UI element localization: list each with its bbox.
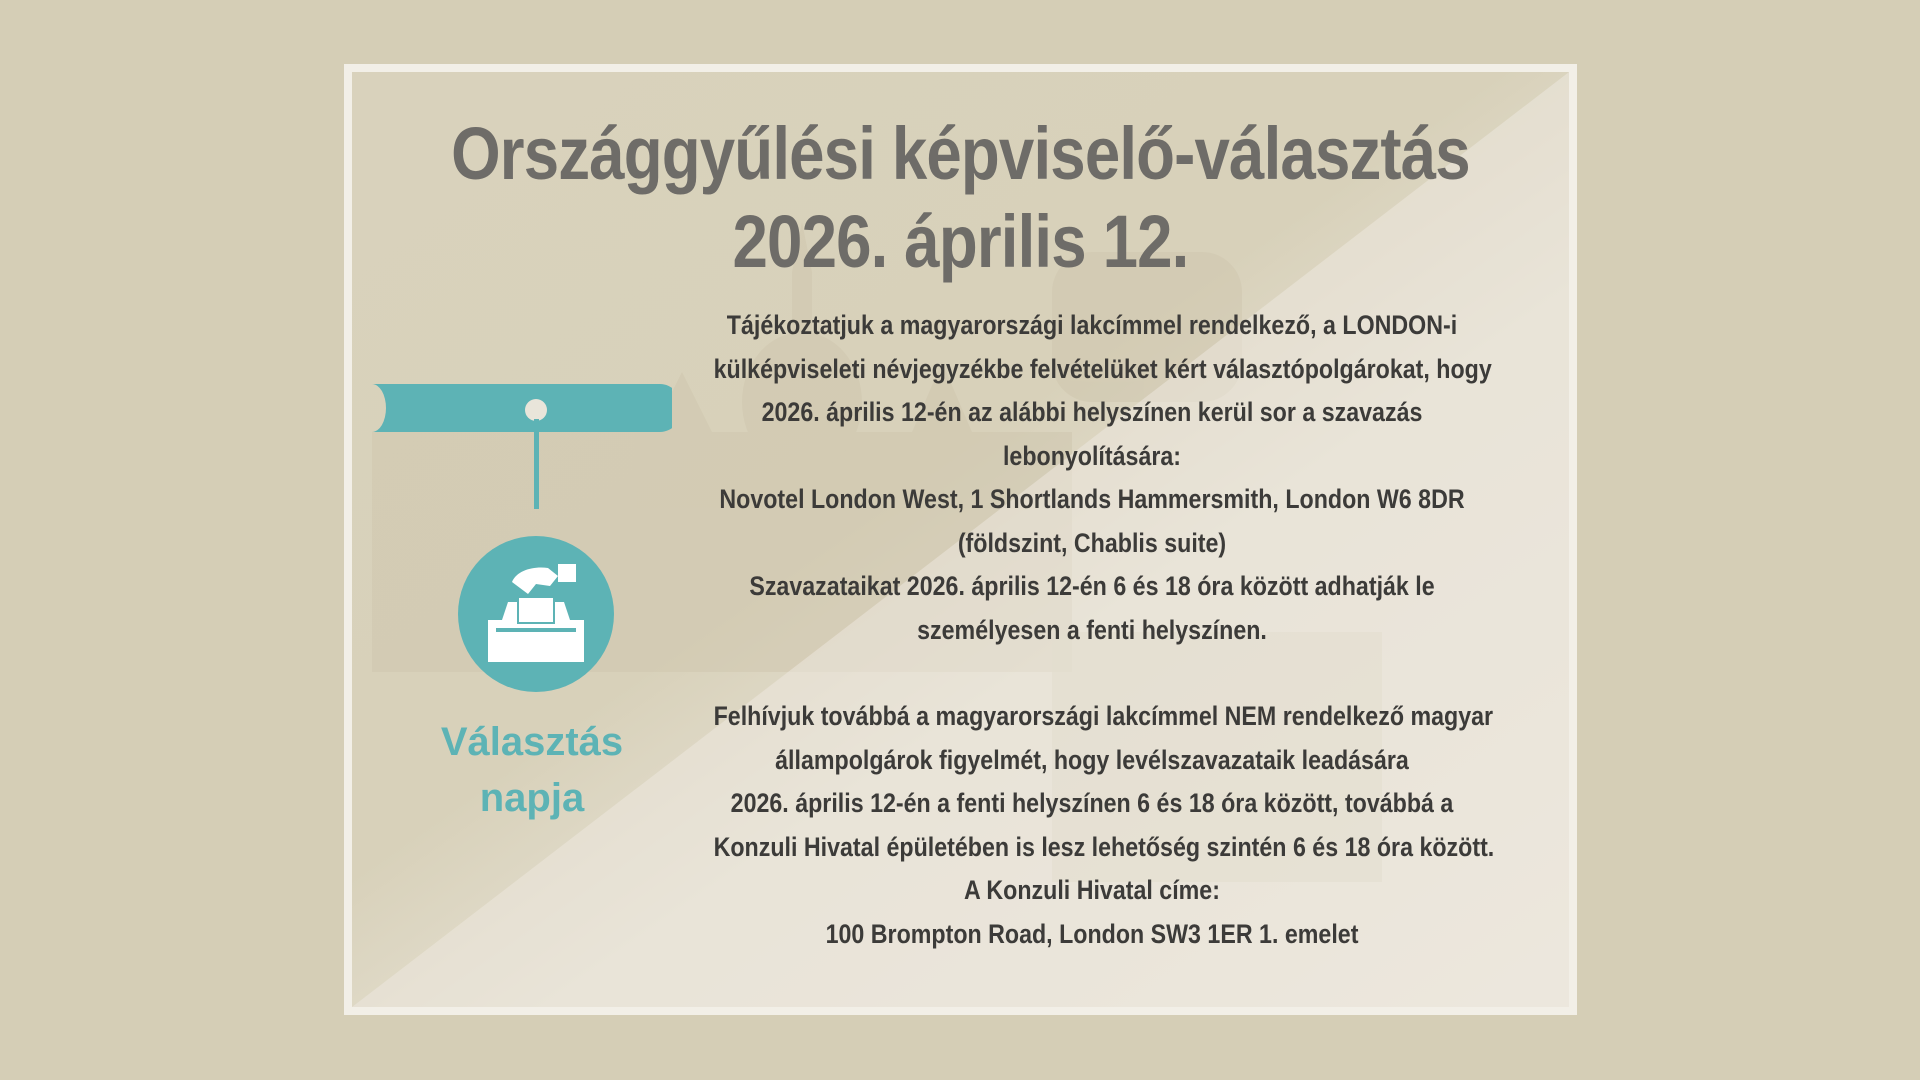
text-line: lebonyolítására: [1002, 440, 1182, 471]
consulate-heading: A Konzuli Hivatal címe: [964, 875, 1220, 905]
text-line: Konzuli Hivatal épületében is lesz lehetőség szintén 6 és 18 óra között. [713, 831, 1495, 862]
text-line: 2026. április 12-én a fenti helyszínen 6 és 18 óra között, továbbá a [730, 788, 1454, 818]
ballot-box-icon [458, 536, 614, 692]
paragraph-voters-without-address [652, 695, 1532, 956]
venue-address: Novotel London West, 1 Shortlands Hammersmith, London W6 8DR [719, 484, 1465, 514]
text-line: külképviseleti névjegyzékbe felvételüket kért választópolgárokat, hogy [713, 353, 1492, 384]
announcement-body [652, 304, 1532, 956]
text-line: Felhívjuk továbbá a magyarországi lakcímmel NEM rendelkező magyar [713, 701, 1494, 731]
label-line-2: napja [479, 776, 585, 820]
label-line-1: Választás [440, 720, 624, 764]
ballot-sign-graphic [352, 72, 672, 692]
paragraph-voters-with-address [652, 304, 1532, 652]
text-line: személyesen a fenti helyszínen. [917, 614, 1267, 645]
announcement-card [344, 64, 1577, 1015]
text-line: Szavazataikat 2026. április 12-én 6 és 18 óra között adhatják le [749, 571, 1435, 601]
text-line: állampolgárok figyelmét, hogy levélszavazataik leadására [775, 744, 1409, 775]
venue-room: (földszint, Chablis suite) [957, 527, 1227, 558]
card-background [352, 72, 1569, 1007]
text-line: Tájékoztatjuk a magyarországi lakcímmel rendelkező, a LONDON-i [726, 310, 1458, 340]
consulate-address: 100 Brompton Road, London SW3 1ER 1. emelet [825, 918, 1359, 949]
title-line-1: Országgyűlési képviselő-választás [451, 112, 1470, 195]
text-line: 2026. április 12-én az alábbi helyszínen kerül sor a szavazás [761, 397, 1423, 427]
title-line-2: 2026. április 12. [732, 200, 1189, 283]
election-day-label [407, 714, 657, 826]
